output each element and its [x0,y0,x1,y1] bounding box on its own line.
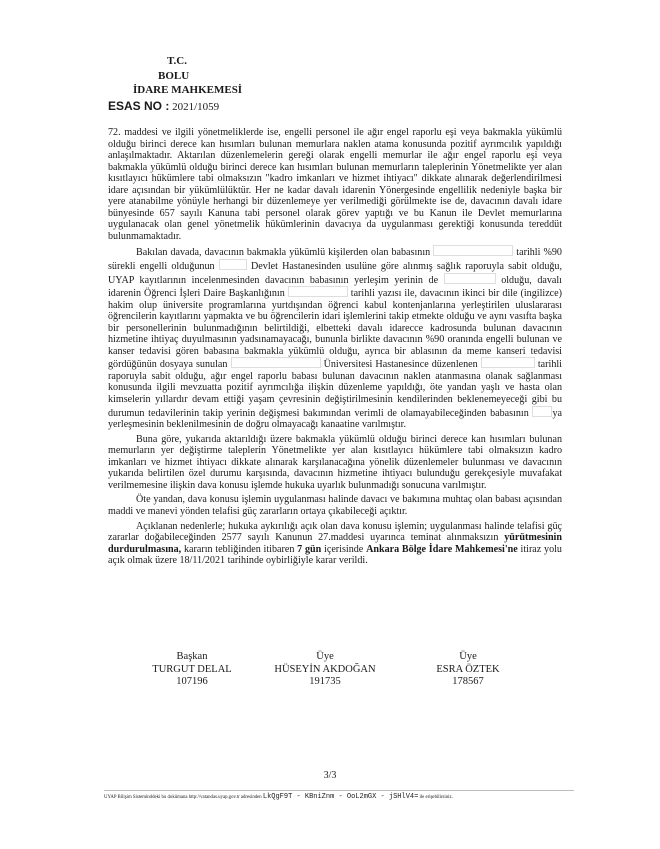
uyap-footer [104,790,574,801]
paragraph-5 [108,521,562,567]
p5-b: yürütmesinin durdurulmasına, [108,532,562,555]
p2-s7: tarihli raporuyla sabit olduğu, ağır engel raporlu babası bulunan davacının naklen atanmasına olanak sağlanması konusunda ilgili mevzuatta pozitif ayrımcılığa ilişkin düzenleme yapıldığı, öte yandan yaşlı ve hasta olan kimselerin yıllardır devam ettiği yaşam çevresinin değiştirilmesinin kendilerinden beklenemeyeceği gibi bu durumun tedavilerinin takip yerinin değişmesi bakımından verimli de olamayabileceğinden babasının [108,359,562,419]
redaction-box [481,357,535,368]
p5-c: kararın tebliğinden itibaren [184,543,295,555]
p2-s2: tarihli %90 sürekli engelli olduğunun [108,247,562,273]
paragraph-2 [108,245,562,430]
case-number [108,99,219,113]
redaction-box [231,357,321,368]
footer-suffix: ile erişebilirsiniz. [419,795,453,800]
signature-chair [127,651,257,689]
header-court: İDARE MAHKEMESİ [133,84,243,96]
p2-s1: Bakılan davada, davacının bakmakla yükümlü kişilerden olan babasının [136,247,431,259]
redaction-box [444,273,496,284]
paragraph-3: Buna göre, yukarıda aktarıldığı üzere bakmakla yükümlü olduğu birinci derece kan hısımları bulunan memurların yer değiştirme taleplerin Yönetmelikte yer alan kısıtlayıcı hükümlere tabi olmaksızın kadro imkanları ve hizmet ihtiyacı dikkate alınarak karşılanacağına yönelik düzenlemeler bulunması ve davacının yukarıda belirtilen özel durumu karşısında, davacının hizmetine ihtiyacı bulunduğu gerekçesiyle muvafakat verilmemesine ilişkin dava konusu işlemde hukuka uyarlık bulunmadığı sonucuna varılmıştır. [108,433,562,491]
redaction-box [288,286,348,297]
p2-s5: tarihli yazısı ile, davacının ikinci bir dile (ingilizce) hakim olup üniversite programlarına yurtdışından öğrenci kabul kontenjanlarına yerleştirilen uluslararası öğrencilerin kayıtlarını yapmakta ve bu öğrencilerin idari işlemlerini takip etmekte olduğu ve aynı vasıfta başka bir personellerinin bulunmadığının belirtildiği, elbetteki davalı idarecce kadrosunda bulunan davacının hizmetine ihtiyaç duyulmasının yadsınamayacağı, bununla birlikte davacının %90 oranında engelli bulunan ve kanser tedavisi gören babasına bakmakla yükümlü olduğu, ayrıca bir ablasının da meme kanseri tedavisi gördüğünün dosyaya sunulan [108,288,562,371]
paragraph-4: Öte yandan, dava konusu işlemin uygulanması halinde davacı ve bakımına muhtaç olan babası açısından maddi ve manevi yönden telafisi güç zararların ortaya çıkabileceği açıktır. [108,494,562,517]
paragraph-1: 72. maddesi ve ilgili yönetmeliklerde ise, engelli personel ile ağır engel raporlu eşi veya bakmakla yükümlü olduğu birinci derece kan hısımları bulunan memurlara naklen atama konusunda pozitif ayrımcılık yapıldığı anlaşılmaktadır. Aktarılan düzenlemelerin gereği olarak engelli memurlar ile ağır engel raporlu eşi veya bakmakla yükümlü olduğu birinci derece kan hısımları bulunan memurların taleplerinin Yönetmelikte yer alan kısıtlayıcı hükümlere tabi olmaksızın "kadro imkanları ve hizmet ihtiyacı" dikkate alınarak değerlendirilmesi idare açısından bir yükümlülüktür. Her ne kadar davalı idarenin Yönergesinde engellilik nedeniyle başka bir yere atanabilme yönüyle herhangi bir düzenlemeye yer verilmediği görülmekte ise de, davacının davalı idare bünyesinde 657 sayılı Kanuna tabi personel olarak görev yaptığı ve bu Kanun ile Devlet memurlarına uygulanacak olan genel yönetmelik hükümlerinin davacıya da uygulanması gerektiği konusunda tereddüt bulunmamaktadır. [108,127,562,242]
signature-number: 178567 [452,676,484,687]
p5-a: Açıklanan nedenlerle; hukuka aykırılığı açık olan dava konusu işlemin; uygulanması halinde telafisi güç zararlar doğabileceğinden 2577 sayılı Kanunun 27.maddesi uyarınca teminat alınmaksızın [108,520,562,544]
redaction-box [532,406,552,417]
p2-s4: olduğu, davalı idarenin Öğrenci İşleri Daire Başkanlığının [108,274,562,300]
signature-role: Üye [459,651,477,662]
p2-s6: Üniversitesi Hastanesince düzenlenen [323,359,478,371]
signature-role: Üye [316,651,334,662]
p5-d: 7 gün [297,543,322,555]
footer-prefix: UYAP Bilişim Sisteminddeki bu dokümana http://vatandas.uyap.gov.tr adresinden [104,795,262,800]
signature-role: Başkan [176,651,208,662]
signature-name: TURGUT DELAL [152,663,232,675]
decision-body [108,127,562,570]
signature-member-2 [403,651,533,689]
footer-access-code: LkQgF9T - KBniZnm - OoL2mGX - jSHlV4= [262,793,419,801]
p2-s8: ya yerleşmesinin beklenilmesinin de doğru olmayacağı kanaatine varılmıştır. [108,407,562,431]
signature-name: HÜSEYİN AKDOĞAN [274,663,376,675]
redaction-box [433,245,513,256]
p5-g: itiraz yolu açık olmak üzere 18/11/2021 tarihinde oybirliğiyle karar verildi. [108,543,562,567]
p5-f: Ankara Bölge İdare Mahkemesi'ne [366,543,518,555]
page-number: 3/3 [323,770,337,781]
case-number-label: ESAS NO : [108,99,170,113]
case-number-value: 2021/1059 [172,101,220,113]
header-tc: T.C. [167,55,187,67]
p5-e: içerisinde [324,543,364,555]
p2-s3: Devlet Hastanesinden usulüne göre alınmış sağlık raporuyla sabit olduğu, UYAP kayıtlarının incelenmesinden davacının babasının yerleşim yerinin de [108,261,562,286]
signature-name: ESRA ÖZTEK [436,663,500,675]
redaction-box [219,259,247,270]
signature-number: 107196 [176,676,208,687]
signature-member-1 [250,651,400,689]
header-bolu: BOLU [158,70,190,82]
signature-number: 191735 [309,676,341,687]
